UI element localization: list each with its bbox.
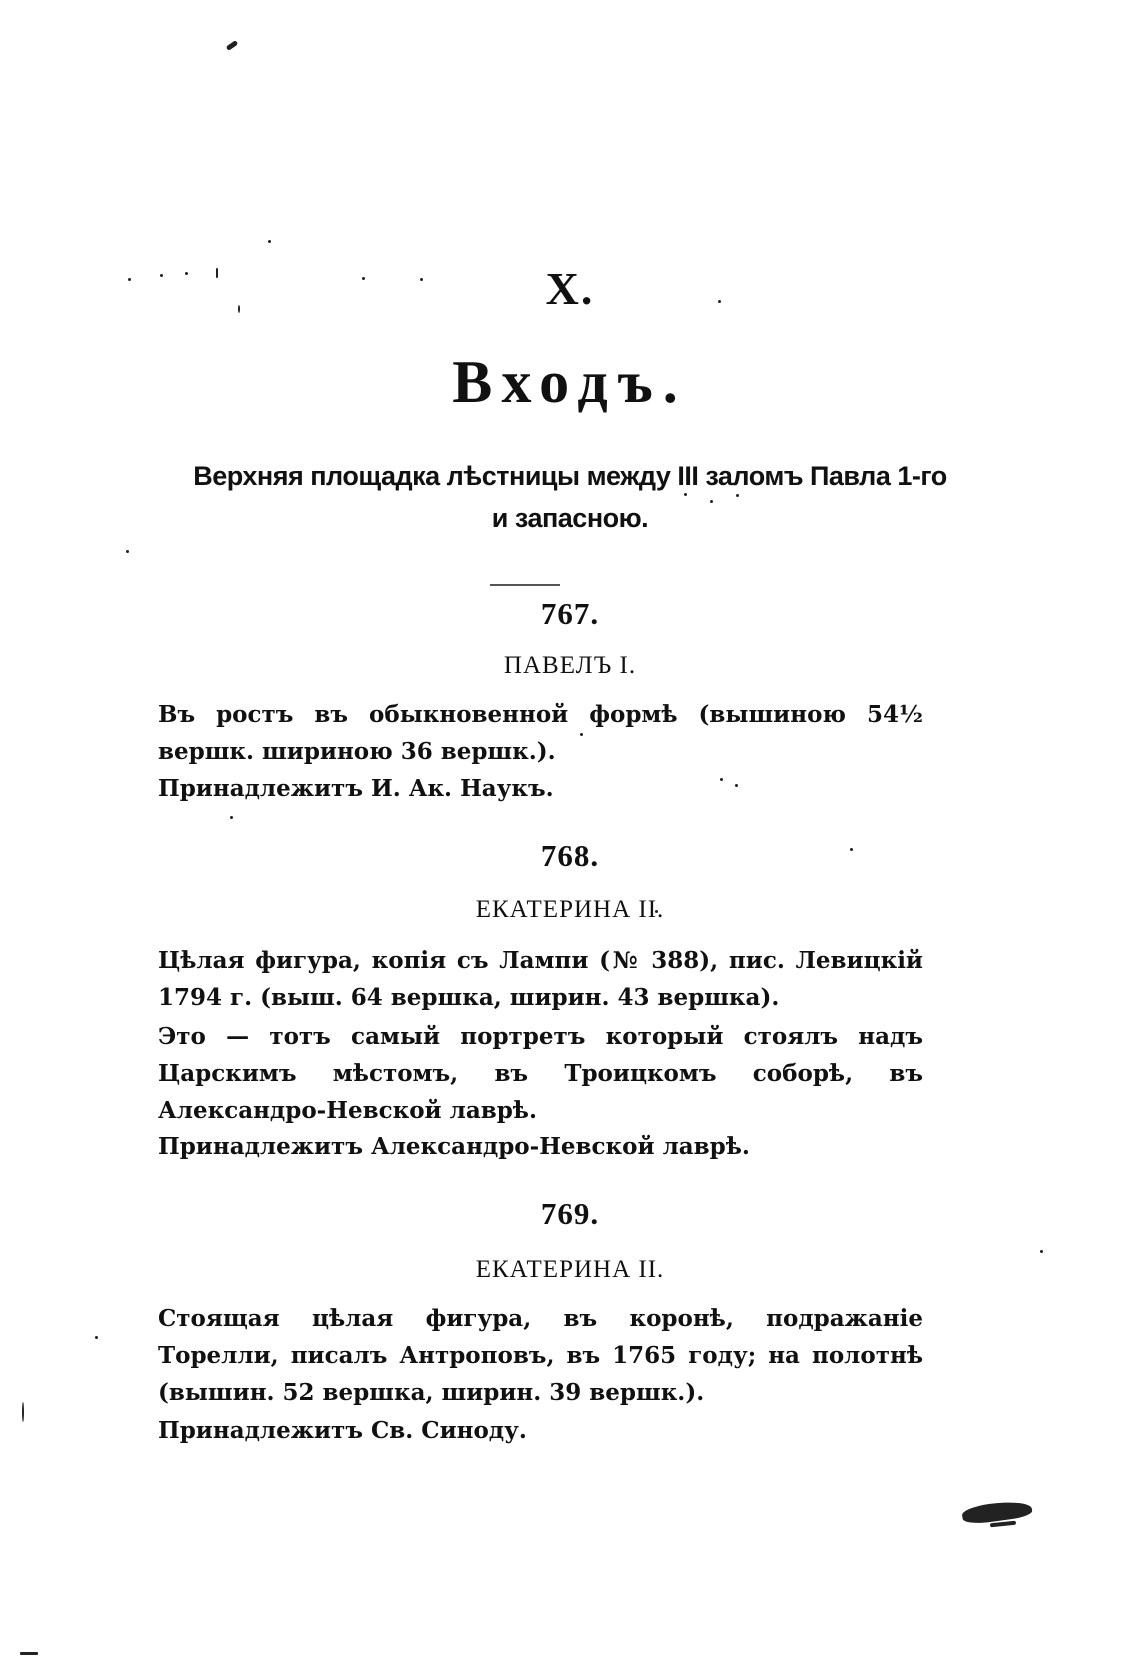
entry-name: ЕКАТЕРИНА II. xyxy=(475,1256,665,1283)
entry-description: Цѣлая фигура, копія съ Лампи (№ 388), пис. Левицкій 1794 г. (выш. 64 вершка, ширин. 43 вершка). xyxy=(158,947,923,1011)
chapter-title: Входъ. xyxy=(452,349,688,415)
ink-mark xyxy=(20,1652,38,1655)
ink-mark xyxy=(22,1402,24,1422)
entry-name: ПАВЕЛЪ I. xyxy=(503,652,637,679)
entry-number: 769. xyxy=(540,1196,600,1231)
entry-description: Стоящая цѣлая фигура, въ коронѣ, подражаніе Торелли, писалъ Антроповъ, въ 1765 году; на полотнѣ (вышин. 52 вершка, ширин. 39 вершк.). xyxy=(158,1305,923,1406)
chapter-subtitle xyxy=(0,455,1140,539)
entry-number: 767. xyxy=(540,596,600,631)
subtitle-line-2: и запасною. xyxy=(491,503,649,533)
section-divider xyxy=(490,584,560,586)
ink-mark xyxy=(230,816,233,819)
ink-mark xyxy=(95,1336,98,1339)
entry-owner: Принадлежитъ Св. Синоду. xyxy=(158,1417,527,1444)
chapter-number: X. xyxy=(545,263,595,314)
ink-mark xyxy=(126,550,129,553)
entry-note: Это — тотъ самый портретъ который стоялъ надъ Царскимъ мѣстомъ, въ Троицкомъ соборѣ, въ Александро-Невской лаврѣ. xyxy=(158,1023,923,1124)
ink-mark xyxy=(1040,1250,1043,1253)
entry-name: ЕКАТЕРИНА II. xyxy=(475,896,665,923)
entry-owner: Принадлежитъ Александро-Невской лаврѣ. xyxy=(158,1133,750,1160)
ink-mark xyxy=(226,40,239,51)
entry-owner: Принадлежитъ И. Ак. Наукъ. xyxy=(158,775,554,802)
ink-mark xyxy=(268,240,271,243)
subtitle-line-1: Верхняя площадка лѣстницы между III заломъ Павла 1-го xyxy=(193,461,947,491)
entry-number: 768. xyxy=(540,838,600,873)
ink-mark xyxy=(990,1521,1016,1528)
entry-description: Въ ростъ въ обыкновенной формѣ (вышиною 54½ вершк. шириною 36 вершк.). xyxy=(158,701,923,765)
